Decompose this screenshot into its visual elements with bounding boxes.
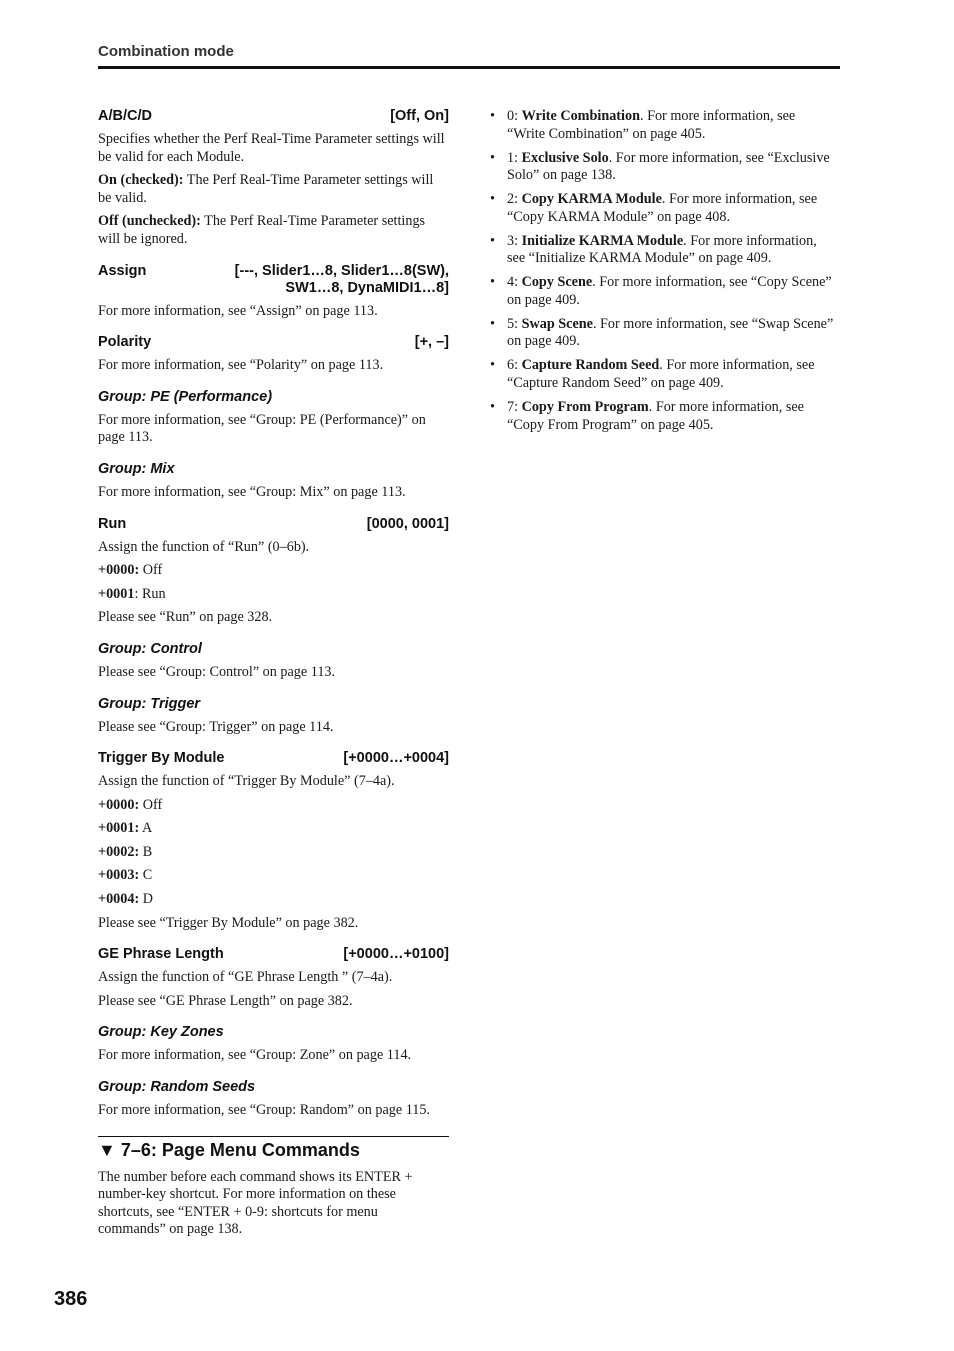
group-mix-heading: Group: Mix xyxy=(98,460,175,477)
value-text: The Perf Real-Time Parameter settings will be valid. xyxy=(98,172,434,206)
group-description: Please see “Group: Trigger” on page 114. xyxy=(98,718,334,735)
command-reference: . For more information, see “Write Combination” on page 405. xyxy=(507,108,796,142)
command-name: Exclusive Solo xyxy=(521,149,609,166)
list-item xyxy=(490,108,835,143)
param-value-off xyxy=(98,213,449,248)
command-name: Capture Random Seed xyxy=(521,357,660,374)
param-value xyxy=(98,797,449,815)
param-range: [+, –] xyxy=(414,334,449,351)
bullet: • xyxy=(490,149,495,166)
command-name: Write Combination xyxy=(521,108,640,124)
right-column xyxy=(490,108,835,441)
param-name: GE Phrase Length xyxy=(98,946,224,963)
value-label: +0001: xyxy=(98,820,140,837)
bullet: • xyxy=(490,191,495,208)
group-key-zones-heading: Group: Key Zones xyxy=(98,1024,224,1041)
param-description: Assign the function of “Trigger By Module” (7–4a). xyxy=(98,773,395,790)
param-see: Please see “Run” on page 328. xyxy=(98,609,273,626)
command-number: 4: xyxy=(507,274,522,291)
param-range: [+0000…+0004] xyxy=(343,750,449,767)
param-assign-heading xyxy=(98,263,449,297)
param-polarity-heading xyxy=(98,334,449,351)
param-value xyxy=(98,844,449,862)
group-description: For more information, see “Group: Random” on page 115. xyxy=(98,1102,431,1119)
header-rule xyxy=(98,66,840,69)
param-abcd-heading xyxy=(98,108,449,125)
list-item xyxy=(490,316,835,351)
command-number: 2: xyxy=(507,191,522,208)
bullet: • xyxy=(490,274,495,291)
param-range: [+0000…+0100] xyxy=(343,946,449,963)
param-run-heading xyxy=(98,516,449,533)
param-name: Assign xyxy=(98,262,147,279)
param-see: Please see “Trigger By Module” on page 382. xyxy=(98,914,359,931)
param-value xyxy=(98,586,449,604)
param-description: For more information, see “Polarity” on page 113. xyxy=(98,357,384,374)
param-value xyxy=(98,820,449,838)
value-label: +0003: xyxy=(98,867,140,884)
list-item xyxy=(490,399,835,434)
param-ge-phrase-length-heading xyxy=(98,946,449,963)
bullet: • xyxy=(490,357,495,374)
command-reference: . For more information, see “Exclusive Solo” on page 138. xyxy=(507,149,830,184)
command-number: 6: xyxy=(507,357,522,374)
command-reference: . For more information, see “Copy Scene” on page 409. xyxy=(507,274,832,308)
value-text: Off xyxy=(139,562,163,579)
param-description: Specifies whether the Perf Real-Time Parameter settings will be valid for each Module. xyxy=(98,131,445,165)
section-rule xyxy=(98,1136,449,1137)
section-page-menu-heading: ▼ 7–6: Page Menu Commands xyxy=(98,1139,360,1160)
page-number: 386 xyxy=(54,1288,88,1310)
value-label: +0001 xyxy=(98,585,135,602)
group-control-heading: Group: Control xyxy=(98,640,202,657)
command-number: 1: xyxy=(507,149,522,166)
param-name: Run xyxy=(98,515,127,532)
value-text: The Perf Real-Time Parameter settings will be ignored. xyxy=(98,213,426,247)
value-text: D xyxy=(139,891,153,908)
param-range: [Off, On] xyxy=(390,108,449,124)
param-value-on xyxy=(98,172,449,207)
group-description: Please see “Group: Control” on page 113. xyxy=(98,663,336,680)
bullet: • xyxy=(490,108,495,124)
param-description: For more information, see “Assign” on page 113. xyxy=(98,302,378,319)
command-name: Swap Scene xyxy=(521,315,593,332)
command-number: 0: xyxy=(507,108,522,124)
bullet: • xyxy=(490,232,495,249)
value-text: C xyxy=(139,867,153,884)
value-text: B xyxy=(139,843,153,860)
command-reference: . For more information, see “Initialize KARMA Module” on page 409. xyxy=(507,232,817,267)
param-value xyxy=(98,867,449,885)
param-range xyxy=(235,263,449,297)
command-number: 7: xyxy=(507,399,522,416)
value-label: Off (unchecked): xyxy=(98,213,201,230)
command-reference: . For more information, see “Capture Random Seed” on page 409. xyxy=(507,357,815,392)
command-number: 3: xyxy=(507,232,522,249)
param-value xyxy=(98,891,449,909)
group-description: For more information, see “Group: Mix” on page 113. xyxy=(98,483,406,500)
value-label: +0004: xyxy=(98,891,140,908)
value-label: +0000: xyxy=(98,796,140,813)
value-text: Off xyxy=(139,796,163,813)
command-name: Copy From Program xyxy=(521,399,649,416)
command-number: 5: xyxy=(507,315,522,332)
command-reference: . For more information, see “Copy From Program” on page 405. xyxy=(507,399,804,433)
param-see: Please see “GE Phrase Length” on page 382. xyxy=(98,992,353,1009)
command-reference: . For more information, see “Swap Scene” on page 409. xyxy=(507,315,834,350)
list-item xyxy=(490,150,835,185)
value-label: +0002: xyxy=(98,843,140,860)
param-range-line: SW1…8, DynaMIDI1…8] xyxy=(285,279,449,296)
group-pe-heading: Group: PE (Performance) xyxy=(98,388,273,405)
param-name: A/B/C/D xyxy=(98,108,152,124)
group-description: For more information, see “Group: Zone” on page 114. xyxy=(98,1047,412,1064)
menu-command-list xyxy=(490,108,835,434)
command-name: Initialize KARMA Module xyxy=(521,232,684,249)
value-label: On (checked): xyxy=(98,172,184,189)
value-label: +0000: xyxy=(98,562,140,579)
group-description: For more information, see “Group: PE (Performance)” on page 113. xyxy=(98,411,426,446)
value-text: A xyxy=(139,820,153,837)
param-description: Assign the function of “Run” (0–6b). xyxy=(98,538,310,555)
group-trigger-heading: Group: Trigger xyxy=(98,695,201,712)
value-text: : Run xyxy=(134,585,166,602)
param-range-line: [---, Slider1…8, Slider1…8(SW), xyxy=(234,262,449,279)
bullet: • xyxy=(490,315,495,332)
command-name: Copy Scene xyxy=(521,274,593,291)
command-name: Copy KARMA Module xyxy=(521,191,662,208)
section-description: The number before each command shows its ENTER + number-key shortcut. For more information on these shortcuts, see “ENTER + 0-9: shortcuts for menu commands” on page 138. xyxy=(98,1168,413,1238)
running-header: Combination mode xyxy=(98,43,234,60)
command-reference: . For more information, see “Copy KARMA Module” on page 408. xyxy=(507,191,818,225)
param-trigger-by-module-heading xyxy=(98,750,449,767)
left-column xyxy=(98,108,449,1245)
list-item xyxy=(490,357,835,392)
list-item xyxy=(490,233,835,268)
group-random-seeds-heading: Group: Random Seeds xyxy=(98,1079,256,1096)
param-description: Assign the function of “GE Phrase Length ” (7–4a). xyxy=(98,969,393,986)
bullet: • xyxy=(490,399,495,416)
param-name: Trigger By Module xyxy=(98,750,225,767)
list-item xyxy=(490,191,835,226)
list-item xyxy=(490,274,835,309)
param-name: Polarity xyxy=(98,334,152,351)
param-value xyxy=(98,562,449,580)
param-range: [0000, 0001] xyxy=(366,515,449,532)
